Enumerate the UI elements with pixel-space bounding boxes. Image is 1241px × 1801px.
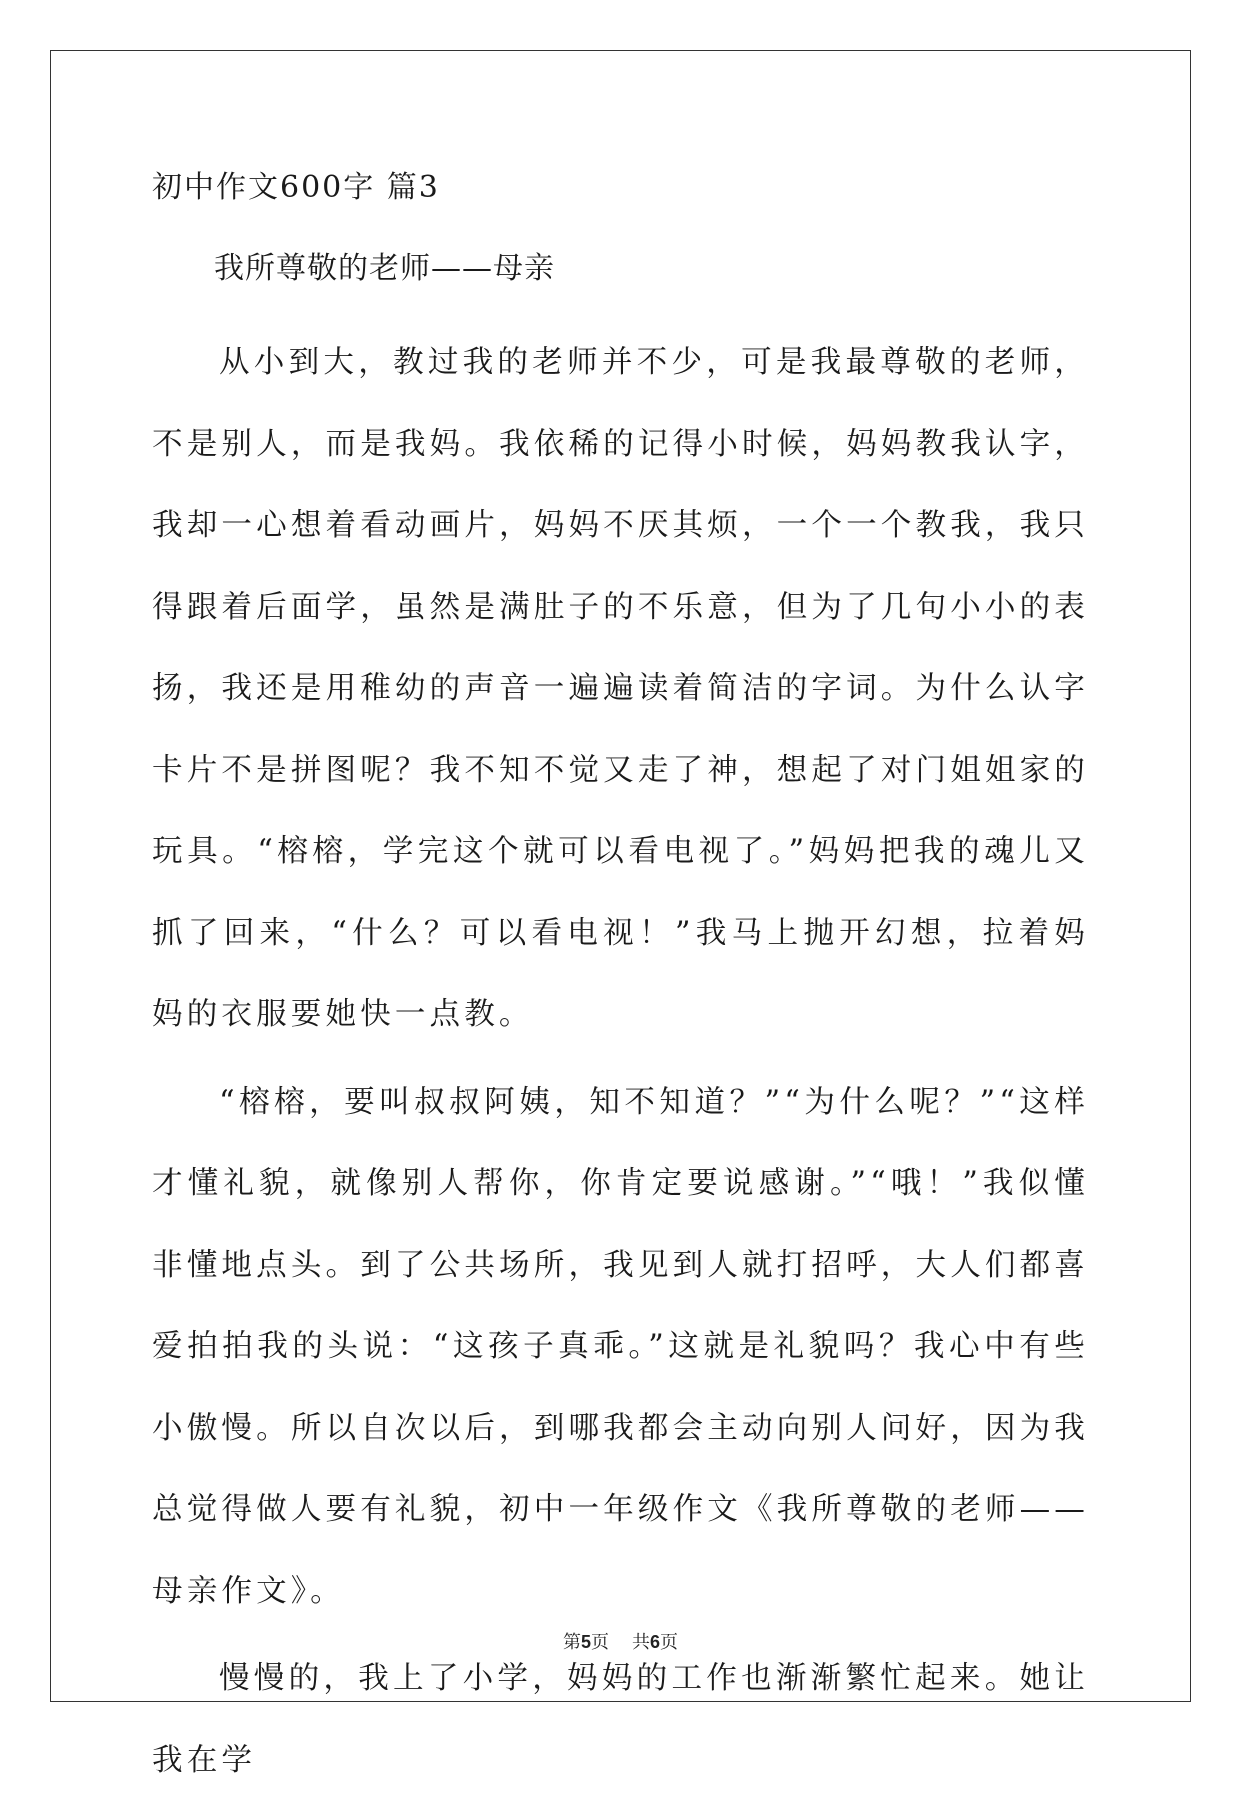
essay-heading: 初中作文600字 篇3 — [152, 170, 440, 205]
page-footer — [0, 1628, 1241, 1654]
page-total: 共6页 — [631, 1632, 678, 1653]
essay-title: 我所尊敬的老师——母亲 — [214, 251, 555, 286]
document-body — [152, 160, 1089, 1801]
paragraph-1: 从小到大，教过我的老师并不少，可是我最尊敬的老师，不是别人，而是我妈。我依稀的记得小时候，妈妈教我认字，我却一心想着看动画片，妈妈不厌其烦，一个一个教我，我只得跟着后面学，虽然是满肚子的不乐意，但为了几句小小的表扬，我还是用稚幼的声音一遍遍读着简洁的字词。为什么认字卡片不是拼图呢？我不知不觉又走了神，想起了对门姐姐家的玩具。“榕榕，学完这个就可以看电视了。”妈妈把我的魂儿又抓了回来，“什么？可以看电视！”我马上抛开幻想，拉着妈妈的衣服要她快一点教。 — [152, 345, 1089, 1032]
paragraph-3: 慢慢的，我上了小学，妈妈的工作也渐渐繁忙起来。她让我在学 — [152, 1661, 1089, 1778]
paragraph-2: “榕榕，要叫叔叔阿姨，知不知道？”“为什么呢？”“这样才懂礼貌，就像别人帮你，你肯定要说感谢。”“哦！”我似懂非懂地点头。到了公共场所，我见到人就打招呼，大人们都喜爱拍拍我的头说：“这孩子真乖。”这就是礼貌吗？我心中有些小傲慢。所以自次以后，到哪我都会主动向别人问好，因为我总觉得做人要有礼貌，初中一年级作文《我所尊敬的老师——母亲作文》。 — [152, 1084, 1089, 1609]
page-number: 第5页 — [563, 1632, 610, 1653]
